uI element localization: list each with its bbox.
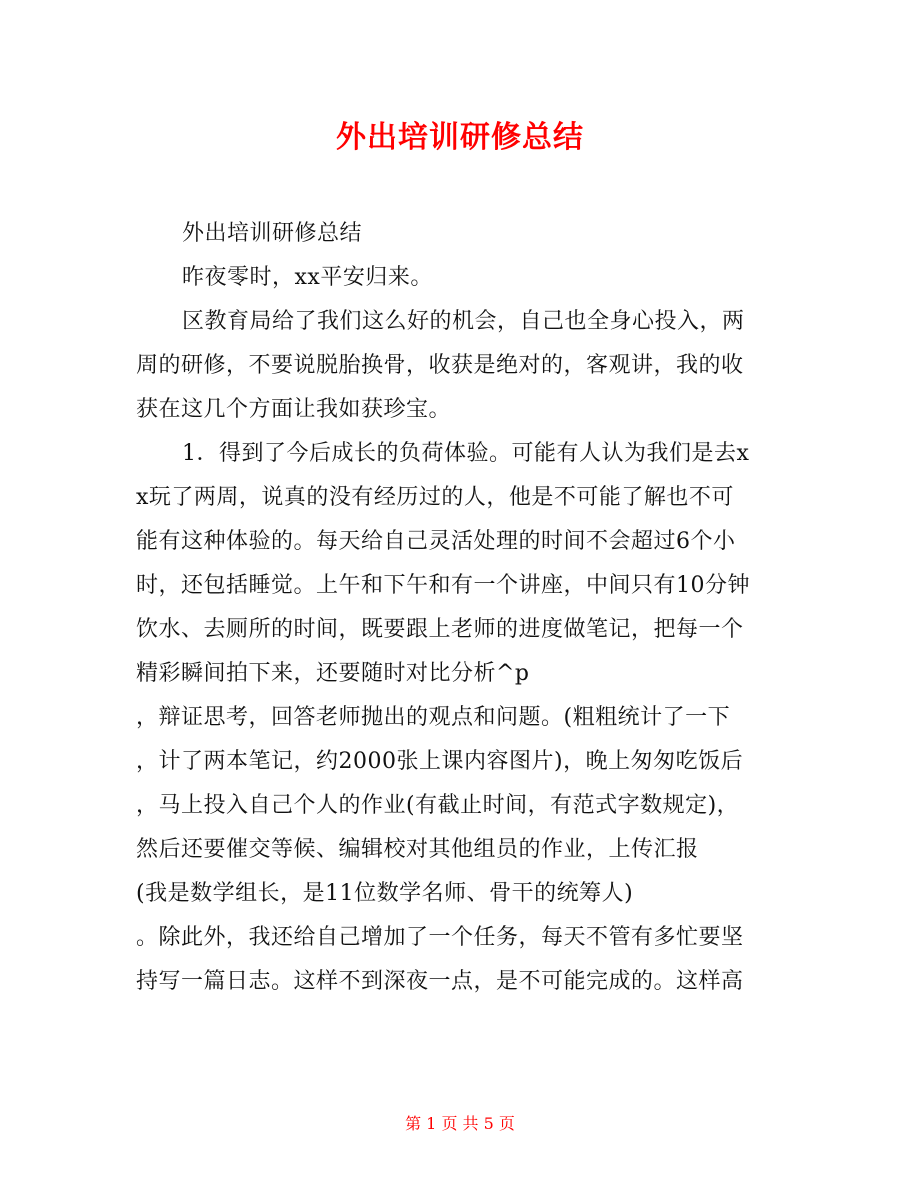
paragraph-line: 外出培训研修总结 [182, 221, 363, 246]
document-body [136, 212, 786, 1004]
paragraph-line: ，计了两本笔记，约2000张上课内容图片)，晚上匆匆吃饭后 [136, 749, 744, 774]
paragraph-line: 区教育局给了我们这么好的机会，自己也全身心投入，两 [182, 309, 745, 334]
paragraph-line: 能有这种体验的。每天给自己灵活处理的时间不会超过6个小 [136, 529, 736, 554]
paragraph-line: 持写一篇日志。这样不到深夜一点，是不可能完成的。这样高 [136, 969, 744, 994]
paragraph-line: 获在这几个方面让我如获珍宝。 [136, 397, 452, 422]
paragraph-line: 然后还要催交等候、编辑校对其他组员的作业，上传汇报 [136, 837, 699, 862]
paragraph-line: 周的研修，不要说脱胎换骨，收获是绝对的，客观讲，我的收 [136, 353, 744, 378]
page-number-footer: 第 1 页 共 5 页 [405, 1114, 515, 1133]
paragraph-line: 昨夜零时，xx平安归来。 [182, 265, 433, 290]
paragraph-line: 时，还包括睡觉。上午和下午和有一个讲座，中间只有10分钟 [136, 573, 750, 598]
document-title: 外出培训研修总结 [336, 120, 584, 155]
paragraph-line: 精彩瞬间拍下来，还要随时对比分析^p [136, 661, 530, 686]
paragraph-line: (我是数学组长，是11位数学名师、骨干的统筹人) [136, 881, 634, 906]
paragraph-line: 。除此外，我还给自己增加了一个任务，每天不管有多忙要坚 [136, 925, 744, 950]
paragraph-line: ，马上投入自己个人的作业(有截止时间，有范式字数规定)， [136, 793, 740, 818]
paragraph-line: 1．得到了今后成长的负荷体验。可能有人认为我们是去x [182, 441, 750, 466]
paragraph-line: 饮水、去厕所的时间，既要跟上老师的进度做笔记，把每一个 [136, 617, 744, 642]
paragraph-line: ，辩证思考，回答老师抛出的观点和问题。(粗粗统计了一下 [136, 705, 731, 730]
paragraph-line: x玩了两周，说真的没有经历过的人，他是不可能了解也不可 [136, 485, 734, 510]
